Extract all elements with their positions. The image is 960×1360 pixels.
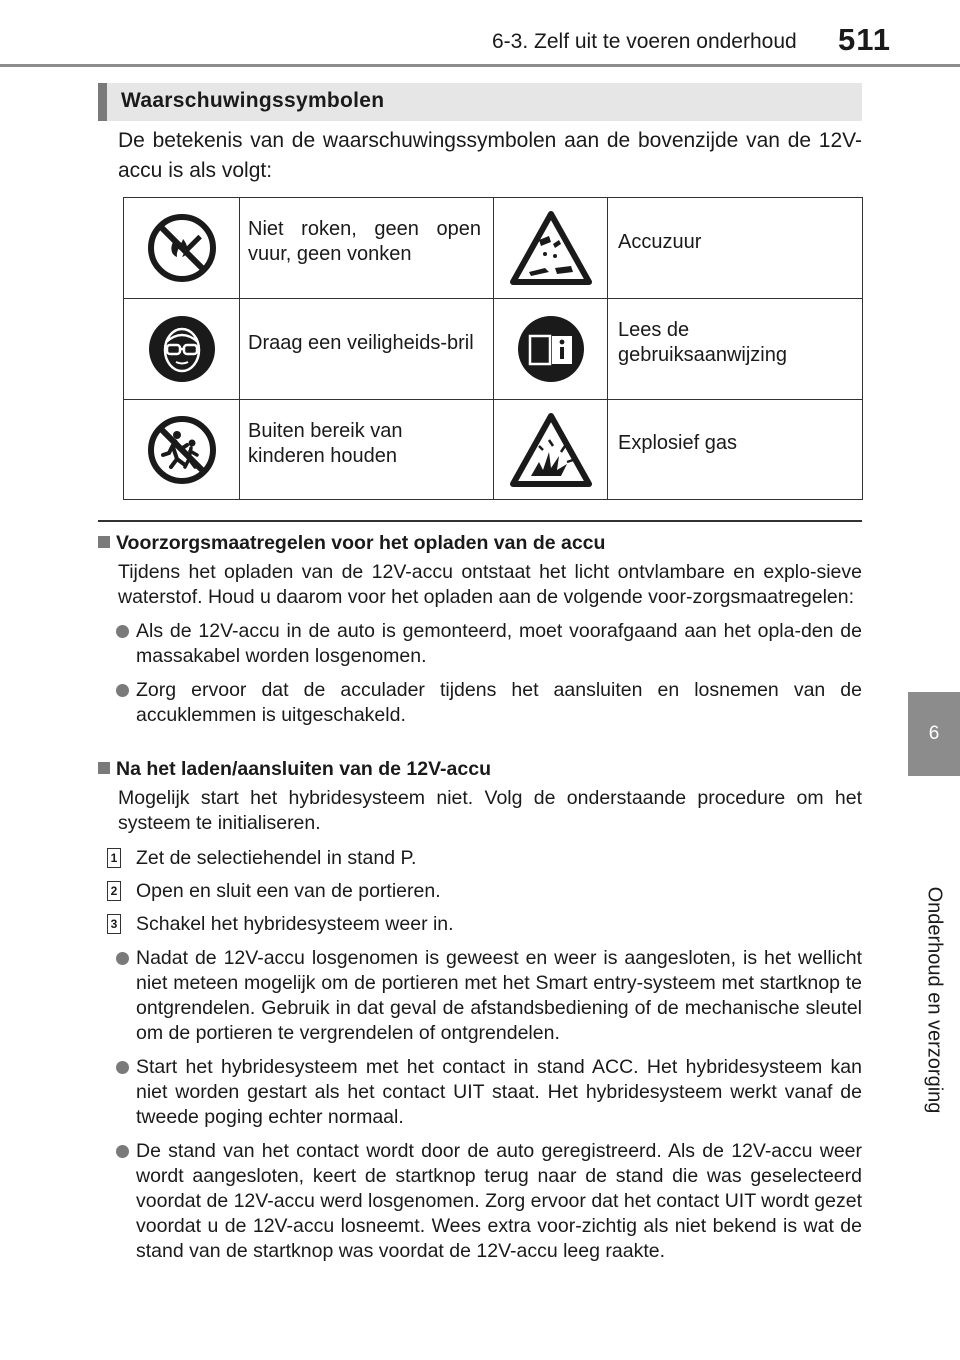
square-bullet-icon [98,536,110,548]
charging-body: Tijdens het opladen van de 12V-accu ontstaat het licht ontvlambare en explo-sieve waterstof. Houd u daarom voor het opladen aan de volgende voor-zorgsmaatregelen: [118,561,862,608]
after-charging-body: Mogelijk start het hybridesysteem niet. Volg de onderstaande procedure om het systeem te initialiseren. [118,787,862,834]
section-title: Waarschuwingssymbolen [121,89,385,112]
table-row [124,400,863,500]
chapter-number: 6 [928,723,940,744]
square-bullet-icon [98,762,110,774]
symbol-text-no-fire: Niet roken, geen open vuur, geen vonken [240,198,494,299]
step-number: 1 [107,848,121,868]
list-item: Zorg ervoor dat de acculader tijdens het aansluiten en losnemen van de accuklemmen is uitgeschakeld. [98,678,862,728]
keep-away-children-icon [124,400,240,500]
symbol-text-manual: Lees de gebruiksaanwijzing [608,299,863,400]
symbol-text-goggles: Draag een veiligheids-bril [240,299,494,400]
explosive-gas-icon [494,400,608,500]
symbol-text-children: Buiten bereik van kinderen houden [240,400,494,500]
warning-symbols-table [123,197,863,500]
no-smoking-fire-icon [124,198,240,299]
step-item: 3 Schakel het hybridesysteem weer in. [98,912,862,937]
step-item: 2 Open en sluit een van de portieren. [98,879,862,904]
section-divider [98,520,862,522]
step-number: 2 [107,881,121,901]
header-rule [0,64,960,67]
table-row [124,198,863,299]
battery-acid-icon [494,198,608,299]
list-item: Start het hybridesysteem met het contact in stand ACC. Het hybridesysteem kan niet worden gestart als het contact UIT staat. Het hybridesysteem werkt vanaf de tweede poging echter normaal. [98,1055,862,1130]
symbol-text-explosive: Explosief gas [608,400,863,500]
list-item: Als de 12V-accu in de auto is gemonteerd, moet voorafgaand aan het opla-den de massakabel worden losgenomen. [98,619,862,669]
table-row [124,299,863,400]
charging-heading: Voorzorgsmaatregelen voor het opladen van de accu [98,531,862,556]
section-heading [98,83,862,121]
after-charging-section [98,757,862,1264]
safety-goggles-icon [124,299,240,400]
step-item: 1 Zet de selectiehendel in stand P. [98,846,862,871]
list-item: De stand van het contact wordt door de auto geregistreerd. Als de 12V-accu weer wordt aangesloten, keert de startknop terug naar de stand die was geselecteerd voordat de 12V-accu werd losgenomen. Zorg ervoor dat het contact UIT wordt gezet voordat u de 12V-accu losneemt. Wees extra voor-zichtig als niet bekend is wat de stand van de startknop was voordat de 12V-accu leeg raakte. [98,1139,862,1264]
step-number: 3 [107,914,121,934]
symbol-text-acid: Accuzuur [608,198,863,299]
page-number: 511 [838,22,892,57]
charging-section [98,531,862,728]
after-charging-heading: Na het laden/aansluiten van de 12V-accu [98,757,862,782]
list-item: Nadat de 12V-accu losgenomen is geweest en weer is aangesloten, is het wellicht niet meteen mogelijk om de portieren met het Smart entry-systeem met startknop te ontgrendelen. Gebruik in dat geval de afstandsbediening of de mechanische sleutel om de portieren te vergrendelen of ontgrendelen. [98,946,862,1046]
read-manual-icon [494,299,608,400]
chapter-tab [908,692,960,776]
section-intro: De betekenis van de waarschuwingssymbolen aan de bovenzijde van de 12V-accu is als volgt: [118,129,862,182]
chapter-label: Onderhoud en verzorging [923,886,946,1114]
header-section-title: 6-3. Zelf uit te voeren onderhoud [492,30,797,53]
